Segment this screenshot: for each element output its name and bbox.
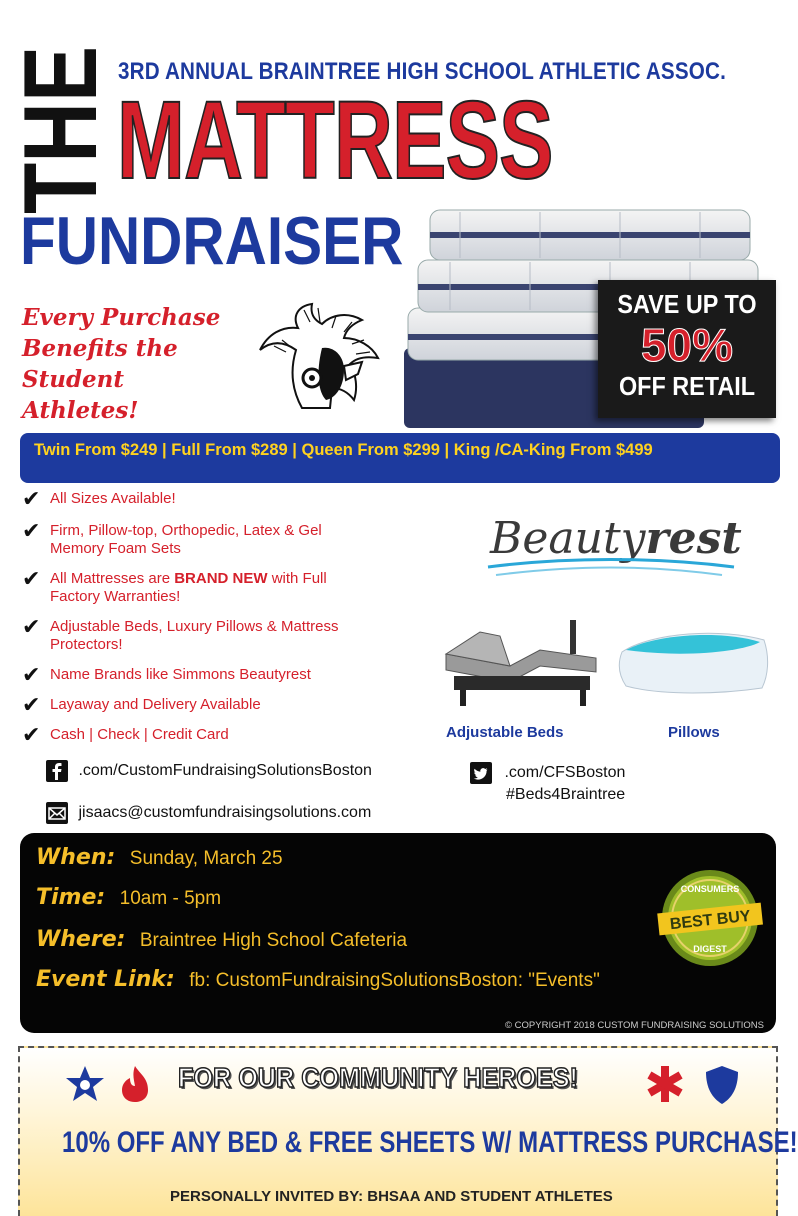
- event-link-row[interactable]: [36, 967, 600, 992]
- list-item: [22, 567, 380, 606]
- beautyrest-logo: [486, 505, 742, 585]
- feature-text: All Sizes Available!: [50, 490, 176, 507]
- association-title: 3RD ANNUAL BRAINTREE HIGH SCHOOL ATHLETIC ASSOC.: [118, 58, 726, 85]
- tagline-line: Benefits the: [22, 335, 178, 362]
- email-address: jisaacs@customfundraisingsolutions.com: [78, 804, 372, 822]
- price-bar: Twin From $249 | Full From $289 | Queen From $299 | King /CA-King From $499: [20, 433, 780, 483]
- adjustable-bed-image: [440, 614, 602, 714]
- feature-text-pre: All Mattresses are: [50, 570, 175, 587]
- checkmark-icon: ✔: [22, 487, 41, 512]
- facebook-icon: [46, 760, 68, 782]
- the-vertical-title: [3, 6, 119, 214]
- feature-text: Layaway and Delivery Available: [50, 696, 261, 713]
- fire-icon: [118, 1064, 152, 1104]
- when-label: When:: [36, 845, 116, 870]
- copyright: © COPYRIGHT 2018 CUSTOM FUNDRAISING SOLUTIONS: [505, 1020, 764, 1031]
- list-item: [22, 615, 380, 654]
- badge-top-text: CONSUMERS: [680, 884, 740, 894]
- checkmark-icon: ✔: [22, 519, 41, 544]
- feature-text-post: with Full Factory Warranties!: [50, 570, 327, 605]
- mattress-title: MATTRESS: [117, 79, 553, 202]
- list-item: [22, 519, 380, 558]
- twitter-url: .com/CFSBoston: [504, 764, 626, 782]
- pillow-image: [612, 622, 774, 698]
- checkmark-icon: ✔: [22, 723, 41, 748]
- list-item: [22, 663, 380, 688]
- tagline-line: Athletes!: [22, 397, 139, 424]
- best-buy-badge: [656, 866, 764, 970]
- list-item: [22, 723, 380, 748]
- adjustable-beds-caption: Adjustable Beds: [446, 724, 564, 741]
- event-link-value[interactable]: fb: CustomFundraisingSolutionsBoston: "Events": [189, 970, 600, 991]
- medical-star-icon: [646, 1064, 684, 1104]
- event-when-row: [36, 845, 283, 870]
- email-contact[interactable]: [46, 802, 371, 824]
- checkmark-icon: ✔: [22, 663, 41, 688]
- feature-text-bold: BRAND NEW: [174, 570, 268, 587]
- feature-text: Firm, Pillow-top, Orthopedic, Latex & Gel Memory Foam Sets: [50, 522, 322, 557]
- feature-text: Adjustable Beds, Luxury Pillows & Mattress Protectors!: [50, 618, 339, 653]
- feature-text: [50, 570, 380, 606]
- hashtag: #Beds4Braintree: [506, 786, 626, 803]
- time-label: Time:: [36, 885, 106, 910]
- feature-text: Name Brands like Simmons Beautyrest: [50, 666, 311, 683]
- badge-mid-text: BEST BUY: [669, 907, 752, 934]
- police-badge-icon: [704, 1064, 740, 1106]
- event-where-row: [36, 927, 407, 952]
- badge-bottom-text: DIGEST: [693, 944, 727, 954]
- checkmark-icon: ✔: [22, 567, 41, 592]
- twitter-icon: [470, 762, 492, 784]
- list-item: [22, 693, 380, 718]
- save-percent: 50%: [640, 319, 734, 371]
- invited-by: PERSONALLY INVITED BY: BHSAA AND STUDENT ATHLETES: [170, 1188, 613, 1205]
- where-value: Braintree High School Cafeteria: [139, 930, 408, 951]
- pillows-caption: Pillows: [668, 724, 720, 741]
- list-item: [22, 487, 380, 512]
- save-promo-box: [598, 280, 776, 418]
- tagline: [22, 302, 242, 426]
- mascot-chief-logo: [252, 300, 384, 418]
- fundraiser-title: FUNDRAISER: [20, 203, 404, 279]
- save-line1: SAVE UP TO: [617, 289, 757, 319]
- feature-text: Cash | Check | Credit Card: [50, 726, 229, 743]
- where-label: Where:: [36, 927, 126, 952]
- the-text: THE: [3, 6, 119, 214]
- tagline-line: Every Purchase: [22, 304, 221, 331]
- email-icon: [46, 802, 68, 824]
- event-time-row: [36, 885, 221, 910]
- sheriff-star-icon: [64, 1064, 106, 1106]
- facebook-url: .com/CustomFundraisingSolutionsBoston: [78, 762, 372, 780]
- facebook-contact[interactable]: [46, 760, 372, 782]
- time-value: 10am - 5pm: [119, 888, 222, 909]
- coupon-offer: 10% OFF ANY BED & FREE SHEETS W/ MATTRESS PURCHASE!: [62, 1126, 798, 1159]
- when-value: Sunday, March 25: [129, 848, 283, 869]
- twitter-contact[interactable]: [470, 762, 625, 784]
- event-link-label: Event Link:: [36, 967, 175, 992]
- checkmark-icon: ✔: [22, 615, 41, 640]
- checkmark-icon: ✔: [22, 693, 41, 718]
- heroes-heading: FOR OUR COMMUNITY HEROES!: [178, 1062, 578, 1093]
- tagline-line: Student: [22, 366, 125, 393]
- save-line3: OFF RETAIL: [618, 371, 756, 401]
- beautyrest-logo-text: Beautyrest: [490, 513, 742, 564]
